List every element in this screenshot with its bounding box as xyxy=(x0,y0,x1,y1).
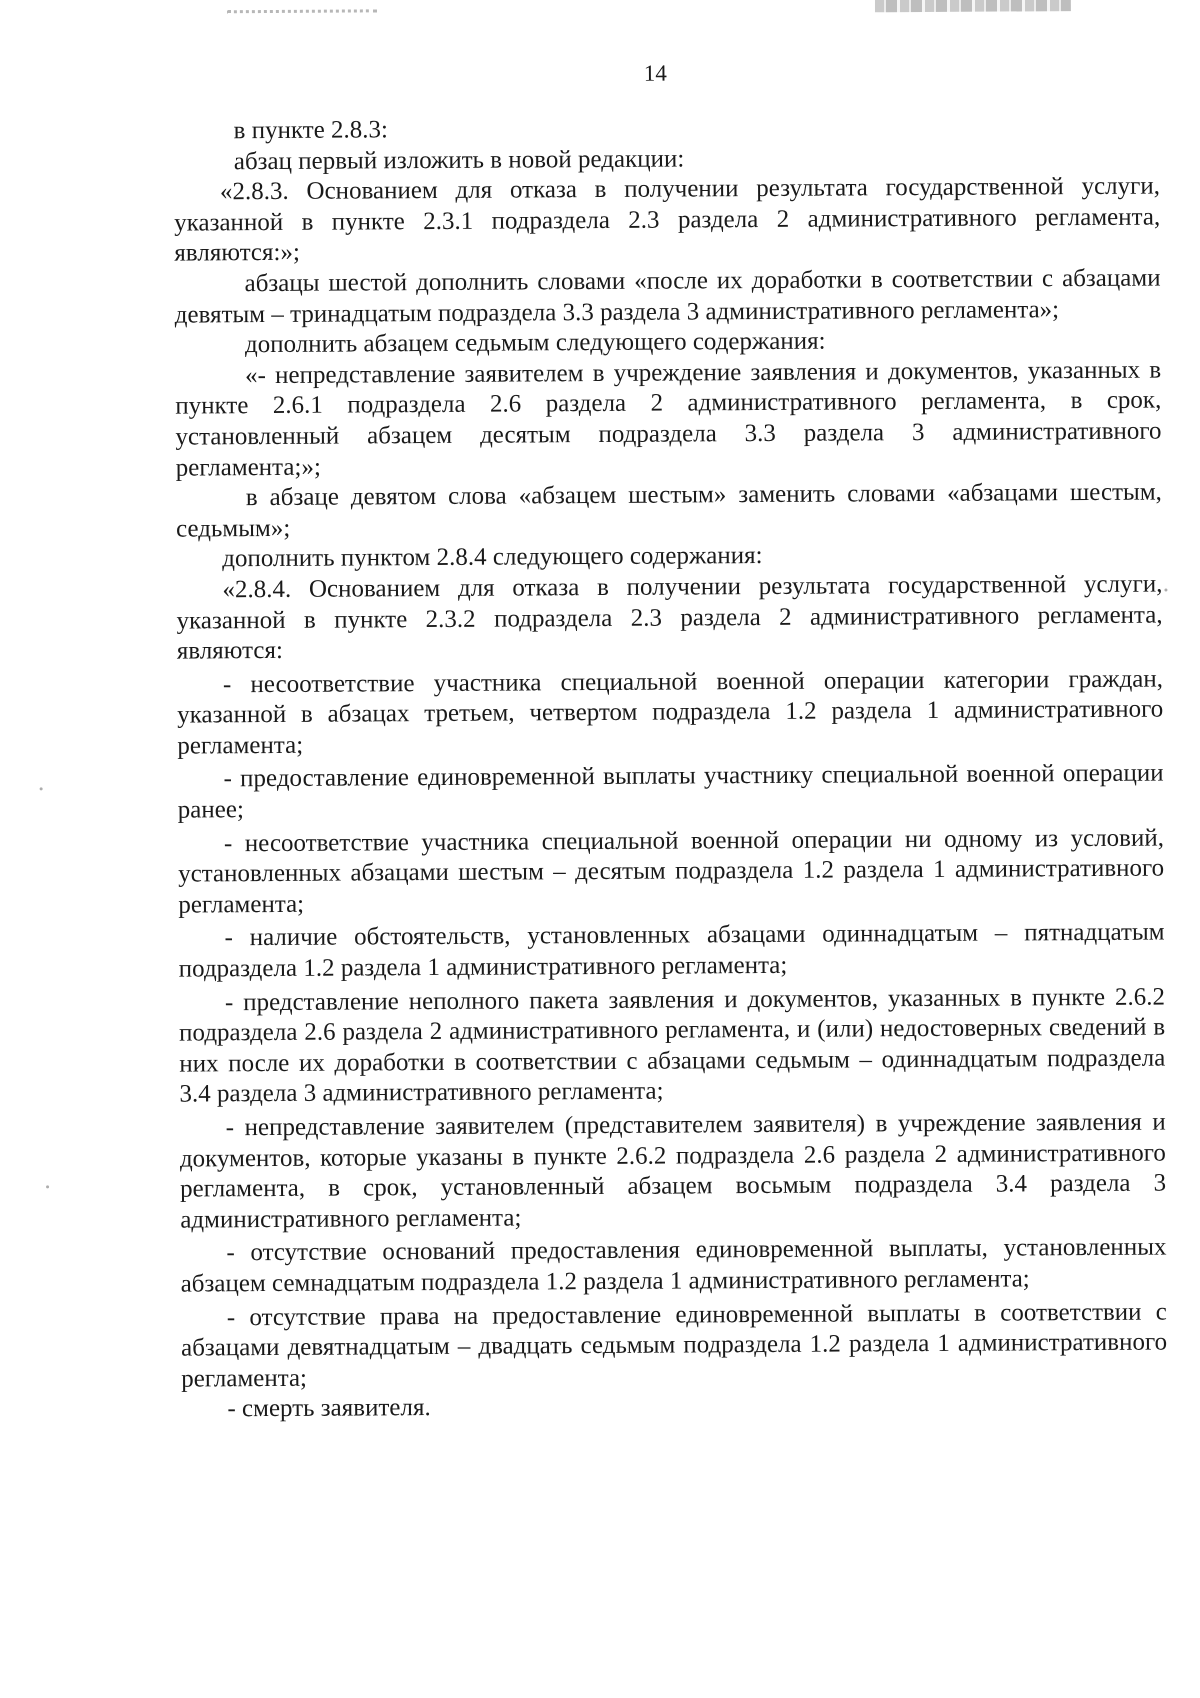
list-item: - непредставление заявителем (представителем заявителя) в учреждение заявления и документов, которые указаны в пункте 2.6.2 подраздела 2.6 раздела 2 административного регламента, в срок, установленный абзацем восьмым подраздела 3.4 раздела 3 административного регламента; xyxy=(179,1108,1167,1234)
list-item: - несоответствие участника специальной военной операции категории граждан, указанной в абзацах третьем, четвертом подраздела 1.2 раздела 1 административного регламента; xyxy=(177,665,1164,760)
paragraph: дополнить абзацем седьмым следующего содержания: xyxy=(244,327,826,359)
list-item: - отсутствие оснований предоставления единовременной выплаты, установленных абзацем семнадцатым подраздела 1.2 раздела 1 административного регламента; xyxy=(180,1233,1167,1298)
scan-speck xyxy=(40,787,43,790)
paragraph: «2.8.3. Основанием для отказа в получении результата государственной услуги, указанной в пункте 2.3.1 подраздела 2.3 раздела 2 административного регламента, являются:»; xyxy=(174,172,1161,267)
list-item: - смерть заявителя. xyxy=(227,1394,431,1423)
paragraph: дополнить пунктом 2.8.4 следующего содержания: xyxy=(222,542,763,573)
scan-speck xyxy=(46,1185,49,1188)
paragraph: абзац первый изложить в новой редакции: xyxy=(233,145,685,175)
scan-mark-right xyxy=(875,0,1071,12)
paragraph: в пункте 2.8.3: xyxy=(233,116,389,145)
document-body xyxy=(174,111,1168,1426)
list-item: - несоответствие участника специальной военной операции ни одному из условий, установленных абзацами шестым – десятым подраздела 1.2 раздела 1 административного регламента; xyxy=(178,824,1165,919)
list-item: - отсутствие права на предоставление единовременной выплаты в соответствии с абзацами девятнадцатым – двадцать седьмым подраздела 1.2 раздела 1 административного регламента; xyxy=(180,1298,1168,1393)
list-item: - наличие обстоятельств, установленных абзацами одиннадцатым – пятнадцатым подраздела 1.2 раздела 1 административного регламента; xyxy=(178,918,1165,983)
scan-mark-left xyxy=(227,1,377,13)
paragraph: абзацы шестой дополнить словами «после их доработки в соответствии с абзацами девятым – тринадцатым подраздела 3.3 раздела 3 административного регламента»; xyxy=(174,264,1161,329)
list-item: - предоставление единовременной выплаты участнику специальной военной операции ранее; xyxy=(177,760,1164,824)
paragraph: «- непредставление заявителем в учреждение заявления и документов, указанных в пункте 2.6.1 подраздела 2.6 раздела 2 административного регламента, в срок, установленный абзацем десятым подраздела 3.3 раздела 3 административного регламента;»; xyxy=(175,356,1162,482)
list-item: - представление неполного пакета заявления и документов, указанных в пункте 2.6.2 подраздела 2.6 раздела 2 административного регламента, и (или) недостоверных сведений в них после их доработки в соответствии с абзацами седьмым – одиннадцатым подраздела 3.4 раздела 3 административного регламента; xyxy=(179,983,1166,1108)
page-number: 14 xyxy=(643,60,667,86)
paragraph: «2.8.4. Основанием для отказа в получении результата государственной услуги, указанной в пункте 2.3.2 подраздела 2.3 раздела 2 административного регламента, являются: xyxy=(176,570,1163,665)
scan-speck xyxy=(1164,589,1167,592)
paragraph: в абзаце девятом слова «абзацем шестым» заменить словами «абзацами шестым, седьмым»; xyxy=(175,478,1162,543)
